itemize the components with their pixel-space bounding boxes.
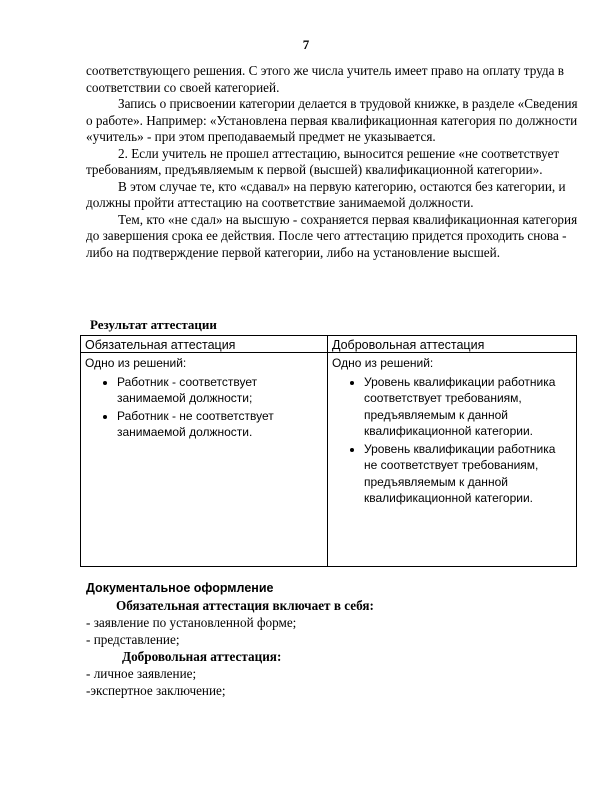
paragraph-1: соответствующего решения. С этого же числа учитель имеет право на оплату труда в соответствии со своей категорией. — [86, 63, 564, 95]
voluntary-column — [328, 336, 576, 566]
list-item: - личное заявление; — [86, 666, 197, 681]
mandatory-intro: Одно из решений: — [85, 356, 187, 370]
paragraph-2: Запись о присвоении категории делается в трудовой книжке, в разделе «Сведения о работе». Например: «Установлена первая квалификационная категория по должности «учитель» - при этом преподаваемый предмет не указывается. — [86, 96, 578, 144]
paragraph-5: Тем, кто «не сдал» на высшую - сохраняется первая квалификационная категория до завершения срока ее действия. После чего аттестацию придется проходить снова - либо на подтверждение первой категории, либо на установление высшей. — [86, 211, 578, 260]
document-body — [86, 63, 586, 261]
mandatory-docs-heading: Обязательная аттестация включает в себя: — [116, 598, 374, 613]
voluntary-list — [332, 374, 570, 507]
list-item: • Уровень квалификации работника не соответствует требованиям, предъявляемым к данной квалификационной категории. — [364, 441, 570, 507]
list-item: • Работник - не соответствует занимаемой должности. — [117, 408, 321, 441]
voluntary-header: Добровольная аттестация — [328, 336, 576, 353]
list-item: - заявление по установленной форме; — [86, 615, 297, 630]
paragraph-3: 2. Если учитель не прошел аттестацию, выносится решение «не соответствует требованиям, предъявляемым к первой (высшей) квалификационной категории». — [86, 145, 560, 177]
voluntary-cell — [328, 353, 576, 507]
paragraph-4: В этом случае те, кто «сдавал» на первую категорию, остаются без категории, и должны пройти аттестацию на соответствие занимаемой должности. — [86, 178, 566, 210]
list-item: • Уровень квалификации работника соответствует требованиям, предъявляемым к данной квалификационной категории. — [364, 374, 570, 440]
voluntary-docs-heading: Добровольная аттестация: — [122, 649, 282, 664]
mandatory-header: Обязательная аттестация — [81, 336, 327, 353]
mandatory-cell — [81, 353, 327, 441]
list-item: • Работник - соответствует занимаемой должности; — [117, 374, 321, 407]
voluntary-intro: Одно из решений: — [332, 356, 434, 370]
table-title: Результат аттестации — [90, 317, 217, 332]
documents-section — [86, 580, 586, 699]
mandatory-column — [81, 336, 328, 566]
results-table — [80, 335, 577, 567]
list-item: -экспертное заключение; — [86, 683, 226, 698]
page-number: 7 — [302, 37, 310, 52]
documents-heading: Документальное оформление — [86, 581, 274, 595]
mandatory-list — [85, 374, 321, 441]
list-item: - представление; — [86, 632, 180, 647]
